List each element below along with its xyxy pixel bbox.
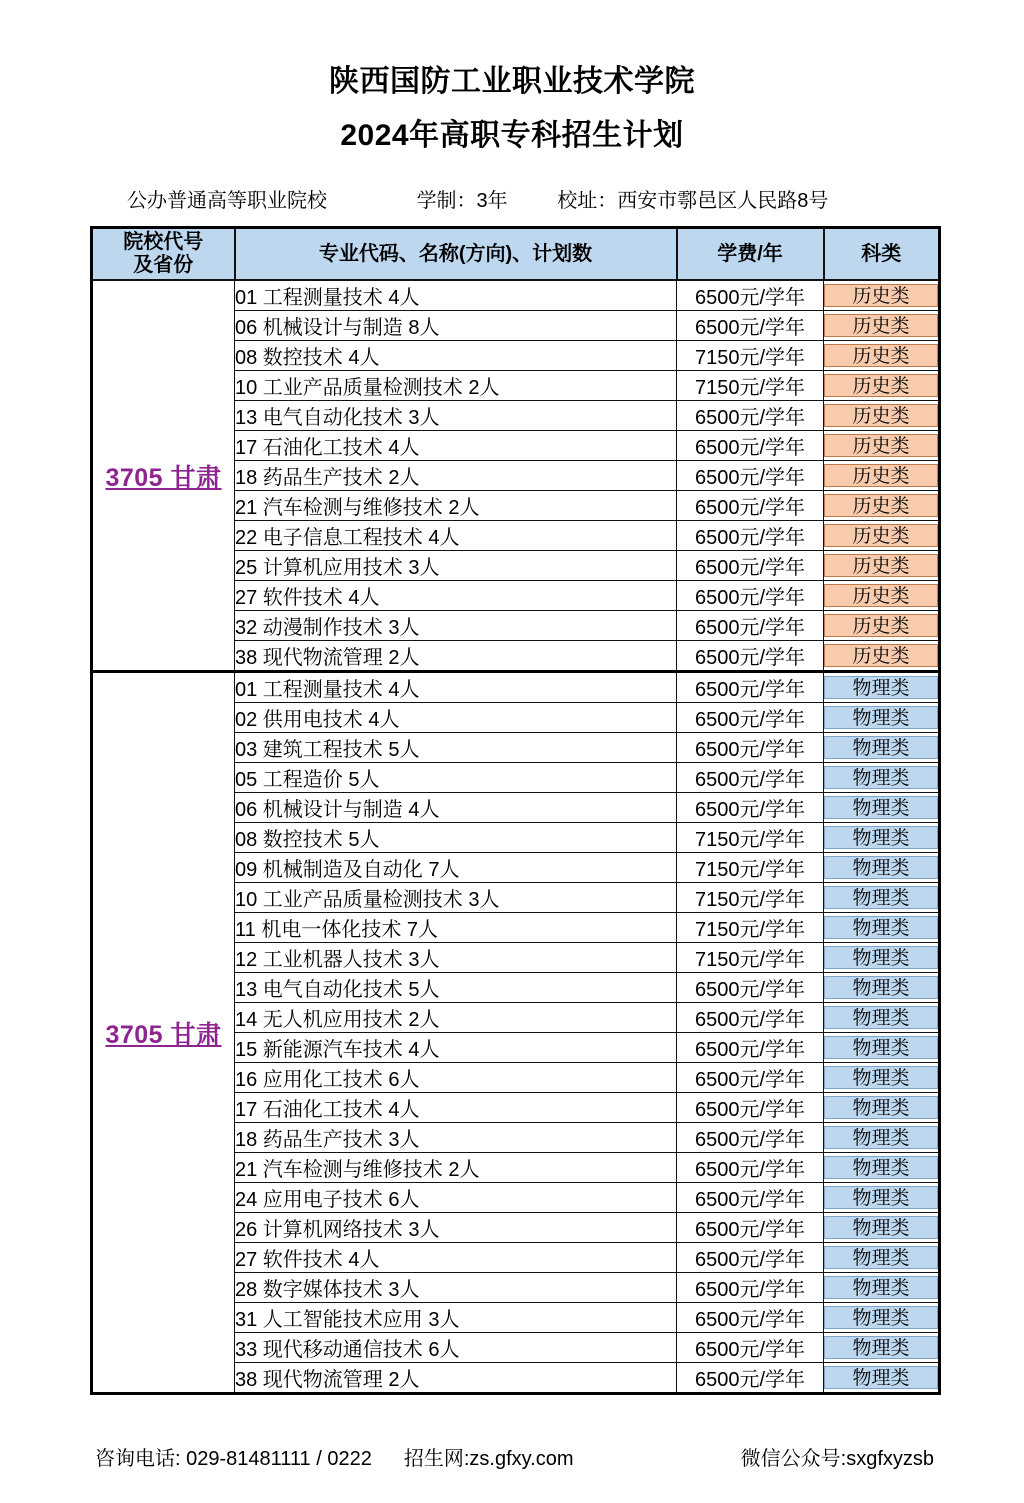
major-cell: 33 现代移动通信技术 6人 — [235, 1333, 677, 1363]
fee-cell: 6500元/学年 — [677, 1183, 824, 1213]
category-chip: 物理类 — [824, 1066, 938, 1089]
college-code-cell — [92, 280, 235, 672]
major-cell: 06 机械设计与制造 4人 — [235, 793, 677, 823]
footer-wechat: 微信公众号:sxgfxyzsb — [740, 1448, 934, 1470]
fee-cell: 6500元/学年 — [677, 401, 824, 431]
major-cell: 01 工程测量技术 4人 — [235, 672, 677, 703]
fee-cell: 6500元/学年 — [677, 1003, 824, 1033]
category-chip: 历史类 — [824, 614, 938, 637]
header-category: 科类 — [824, 228, 940, 281]
school-info-line — [127, 184, 1024, 213]
fee-cell: 6500元/学年 — [677, 431, 824, 461]
header-major: 专业代码、名称(方向)、计划数 — [235, 228, 677, 281]
category-chip: 历史类 — [824, 284, 938, 307]
category-chip: 物理类 — [824, 736, 938, 759]
fee-cell: 6500元/学年 — [677, 581, 824, 611]
category-chip: 物理类 — [824, 766, 938, 789]
duration-label: 学制：3年 — [416, 190, 508, 212]
category-chip: 历史类 — [824, 344, 938, 367]
footer-website: 招生网:zs.gfxy.com — [403, 1448, 574, 1470]
fee-cell: 6500元/学年 — [677, 733, 824, 763]
category-chip: 物理类 — [824, 1036, 938, 1059]
category-cell — [824, 672, 940, 703]
category-cell — [824, 1213, 940, 1243]
major-cell: 22 电子信息工程技术 4人 — [235, 521, 677, 551]
category-chip: 物理类 — [824, 1216, 938, 1239]
fee-cell: 6500元/学年 — [677, 703, 824, 733]
college-code-cell — [92, 672, 235, 1394]
major-cell: 18 药品生产技术 3人 — [235, 1123, 677, 1153]
fee-cell: 6500元/学年 — [677, 1363, 824, 1394]
category-cell — [824, 973, 940, 1003]
major-cell: 05 工程造价 5人 — [235, 763, 677, 793]
fee-cell: 6500元/学年 — [677, 1063, 824, 1093]
major-cell: 18 药品生产技术 2人 — [235, 461, 677, 491]
category-chip: 物理类 — [824, 1306, 938, 1329]
category-cell — [824, 1333, 940, 1363]
category-chip: 历史类 — [824, 644, 938, 667]
major-cell: 08 数控技术 4人 — [235, 341, 677, 371]
fee-cell: 6500元/学年 — [677, 551, 824, 581]
footer — [95, 1442, 934, 1471]
category-cell — [824, 1153, 940, 1183]
major-cell: 27 软件技术 4人 — [235, 1243, 677, 1273]
major-cell: 28 数字媒体技术 3人 — [235, 1273, 677, 1303]
category-chip: 历史类 — [824, 554, 938, 577]
category-cell — [824, 641, 940, 672]
category-cell — [824, 853, 940, 883]
header-fee: 学费/年 — [677, 228, 824, 281]
fee-cell: 7150元/学年 — [677, 371, 824, 401]
fee-cell: 6500元/学年 — [677, 793, 824, 823]
major-cell: 10 工业产品质量检测技术 3人 — [235, 883, 677, 913]
category-cell — [824, 913, 940, 943]
fee-cell: 6500元/学年 — [677, 611, 824, 641]
category-chip: 物理类 — [824, 826, 938, 849]
category-cell — [824, 1363, 940, 1394]
table-row — [92, 280, 940, 311]
header-college-code-line2: 及省份 — [133, 254, 194, 276]
plan-table-body — [92, 280, 940, 1394]
major-cell: 09 机械制造及自动化 7人 — [235, 853, 677, 883]
category-cell — [824, 431, 940, 461]
page-subtitle: 2024年高职专科招生计划 — [340, 119, 684, 152]
category-cell — [824, 883, 940, 913]
category-chip: 物理类 — [824, 706, 938, 729]
category-cell — [824, 823, 940, 853]
category-chip: 物理类 — [824, 1276, 938, 1299]
category-cell — [824, 611, 940, 641]
table-header-row — [92, 228, 940, 281]
category-cell — [824, 551, 940, 581]
major-cell: 31 人工智能技术应用 3人 — [235, 1303, 677, 1333]
major-cell: 01 工程测量技术 4人 — [235, 280, 677, 311]
category-chip: 历史类 — [824, 494, 938, 517]
category-chip: 历史类 — [824, 404, 938, 427]
fee-cell: 6500元/学年 — [677, 521, 824, 551]
category-cell — [824, 461, 940, 491]
page-title: 陕西国防工业职业技术学院 — [329, 65, 695, 98]
category-chip: 物理类 — [824, 1006, 938, 1029]
category-cell — [824, 1003, 940, 1033]
category-chip: 物理类 — [824, 856, 938, 879]
fee-cell: 7150元/学年 — [677, 823, 824, 853]
fee-cell: 6500元/学年 — [677, 1303, 824, 1333]
major-cell: 15 新能源汽车技术 4人 — [235, 1033, 677, 1063]
category-cell — [824, 733, 940, 763]
category-chip: 物理类 — [824, 1186, 938, 1209]
major-cell: 32 动漫制作技术 3人 — [235, 611, 677, 641]
fee-cell: 6500元/学年 — [677, 1153, 824, 1183]
fee-cell: 6500元/学年 — [677, 672, 824, 703]
category-cell — [824, 1093, 940, 1123]
category-cell — [824, 943, 940, 973]
fee-cell: 6500元/学年 — [677, 461, 824, 491]
major-cell: 38 现代物流管理 2人 — [235, 1363, 677, 1394]
plan-table — [90, 226, 941, 1395]
category-cell — [824, 1273, 940, 1303]
fee-cell: 6500元/学年 — [677, 1333, 824, 1363]
category-chip: 物理类 — [824, 676, 938, 699]
category-chip: 历史类 — [824, 524, 938, 547]
category-chip: 物理类 — [824, 976, 938, 999]
fee-cell: 7150元/学年 — [677, 883, 824, 913]
major-cell: 21 汽车检测与维修技术 2人 — [235, 1153, 677, 1183]
header-college-code — [92, 228, 235, 281]
fee-cell: 6500元/学年 — [677, 1273, 824, 1303]
address-label: 校址：西安市鄠邑区人民路8号 — [557, 190, 829, 212]
category-cell — [824, 1033, 940, 1063]
major-cell: 13 电气自动化技术 5人 — [235, 973, 677, 1003]
category-cell — [824, 1183, 940, 1213]
category-chip: 物理类 — [824, 916, 938, 939]
category-chip: 历史类 — [824, 434, 938, 457]
category-cell — [824, 311, 940, 341]
fee-cell: 6500元/学年 — [677, 973, 824, 1003]
category-cell — [824, 401, 940, 431]
category-chip: 物理类 — [824, 1246, 938, 1269]
category-chip: 物理类 — [824, 1336, 938, 1359]
major-cell: 14 无人机应用技术 2人 — [235, 1003, 677, 1033]
category-chip: 历史类 — [824, 584, 938, 607]
footer-phone: 咨询电话: 029-81481111 / 0222 — [95, 1448, 372, 1470]
fee-cell: 6500元/学年 — [677, 491, 824, 521]
major-cell: 13 电气自动化技术 3人 — [235, 401, 677, 431]
fee-cell: 6500元/学年 — [677, 280, 824, 311]
major-cell: 08 数控技术 5人 — [235, 823, 677, 853]
fee-cell: 7150元/学年 — [677, 853, 824, 883]
category-chip: 物理类 — [824, 886, 938, 909]
fee-cell: 6500元/学年 — [677, 1033, 824, 1063]
category-cell — [824, 280, 940, 311]
major-cell: 17 石油化工技术 4人 — [235, 1093, 677, 1123]
category-cell — [824, 521, 940, 551]
fee-cell: 6500元/学年 — [677, 311, 824, 341]
major-cell: 27 软件技术 4人 — [235, 581, 677, 611]
major-cell: 21 汽车检测与维修技术 2人 — [235, 491, 677, 521]
fee-cell: 6500元/学年 — [677, 641, 824, 672]
major-cell: 02 供用电技术 4人 — [235, 703, 677, 733]
major-cell: 24 应用电子技术 6人 — [235, 1183, 677, 1213]
category-cell — [824, 341, 940, 371]
category-cell — [824, 1063, 940, 1093]
major-cell: 26 计算机网络技术 3人 — [235, 1213, 677, 1243]
major-cell: 38 现代物流管理 2人 — [235, 641, 677, 672]
category-cell — [824, 1243, 940, 1273]
fee-cell: 7150元/学年 — [677, 341, 824, 371]
category-chip: 物理类 — [824, 946, 938, 969]
category-cell — [824, 793, 940, 823]
fee-cell: 7150元/学年 — [677, 913, 824, 943]
category-chip: 历史类 — [824, 464, 938, 487]
major-cell: 03 建筑工程技术 5人 — [235, 733, 677, 763]
category-chip: 物理类 — [824, 1126, 938, 1149]
major-cell: 25 计算机应用技术 3人 — [235, 551, 677, 581]
category-cell — [824, 1123, 940, 1153]
header-college-code-line1: 院校代号 — [123, 231, 204, 253]
major-cell: 17 石油化工技术 4人 — [235, 431, 677, 461]
fee-cell: 7150元/学年 — [677, 943, 824, 973]
major-cell: 16 应用化工技术 6人 — [235, 1063, 677, 1093]
category-cell — [824, 371, 940, 401]
college-code-label: 3705 甘肃 — [105, 1020, 222, 1049]
fee-cell: 6500元/学年 — [677, 1213, 824, 1243]
school-type-label: 公办普通高等职业院校 — [127, 190, 327, 212]
category-chip: 物理类 — [824, 796, 938, 819]
college-code-label: 3705 甘肃 — [105, 463, 222, 492]
fee-cell: 6500元/学年 — [677, 763, 824, 793]
category-chip: 物理类 — [824, 1156, 938, 1179]
category-cell — [824, 1303, 940, 1333]
category-cell — [824, 703, 940, 733]
category-chip: 历史类 — [824, 314, 938, 337]
table-row — [92, 672, 940, 703]
page-root — [0, 56, 1024, 1503]
category-chip: 物理类 — [824, 1096, 938, 1119]
fee-cell: 6500元/学年 — [677, 1243, 824, 1273]
fee-cell: 6500元/学年 — [677, 1123, 824, 1153]
category-cell — [824, 763, 940, 793]
fee-cell: 6500元/学年 — [677, 1093, 824, 1123]
category-chip: 物理类 — [824, 1366, 938, 1389]
major-cell: 06 机械设计与制造 8人 — [235, 311, 677, 341]
major-cell: 10 工业产品质量检测技术 2人 — [235, 371, 677, 401]
major-cell: 12 工业机器人技术 3人 — [235, 943, 677, 973]
category-cell — [824, 491, 940, 521]
category-chip: 历史类 — [824, 374, 938, 397]
category-cell — [824, 581, 940, 611]
major-cell: 11 机电一体化技术 7人 — [235, 913, 677, 943]
